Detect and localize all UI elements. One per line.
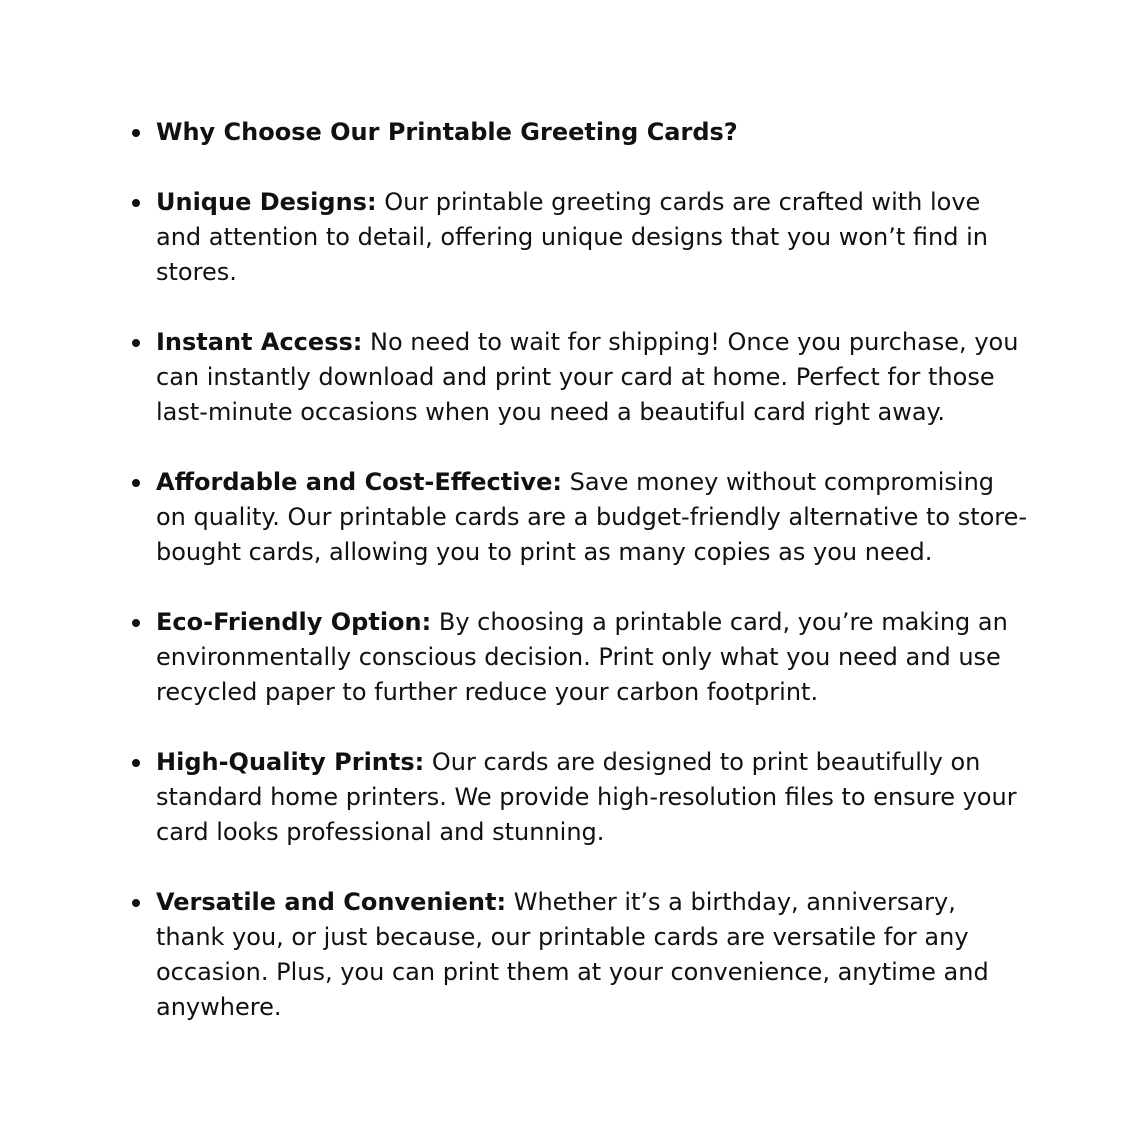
list-item-instant-access	[128, 325, 1028, 430]
list-item-versatile	[128, 885, 1028, 1025]
item-text: Save money without compromising on quality. Our printable cards are a budget-friendly alternative to store-bought cards, allowing you to print as many copies as you need.	[156, 468, 1028, 566]
item-title: Instant Access:	[156, 328, 363, 356]
item-text: Our printable greeting cards are crafted with love and attention to detail, offering unique designs that you won’t find in stores.	[156, 188, 988, 286]
bullet-icon	[132, 619, 140, 627]
item-text: No need to wait for shipping! Once you purchase, you can instantly download and print your card at home. Perfect for those last-minute occasions when you need a beautiful card right away.	[156, 328, 1019, 426]
list-item-unique-designs	[128, 185, 1028, 290]
bullet-icon	[132, 129, 140, 137]
item-text: Whether it’s a birthday, anniversary, thank you, or just because, our printable cards are versatile for any occasion. Plus, you can print them at your convenience, anytime and anywhere.	[156, 888, 989, 1021]
list-item-heading	[128, 115, 1028, 150]
item-title: Versatile and Convenient:	[156, 888, 507, 916]
item-title: High-Quality Prints:	[156, 748, 425, 776]
item-title: Eco-Friendly Option:	[156, 608, 432, 636]
list-heading: Why Choose Our Printable Greeting Cards?	[156, 118, 738, 146]
bullet-icon	[132, 479, 140, 487]
bullet-icon	[132, 759, 140, 767]
list-item-affordable	[128, 465, 1028, 570]
item-text: By choosing a printable card, you’re making an environmentally conscious decision. Print only what you need and use recycled paper to further reduce your carbon footprint.	[156, 608, 1008, 706]
bullet-icon	[132, 339, 140, 347]
list-item-eco-friendly	[128, 605, 1028, 710]
item-title: Affordable and Cost-Effective:	[156, 468, 562, 496]
list-item-high-quality	[128, 745, 1028, 850]
item-text: Our cards are designed to print beautifully on standard home printers. We provide high-resolution files to ensure your card looks professional and stunning.	[156, 748, 1017, 846]
bullet-icon	[132, 899, 140, 907]
feature-list	[128, 115, 1028, 1060]
item-title: Unique Designs:	[156, 188, 377, 216]
bullet-icon	[132, 199, 140, 207]
